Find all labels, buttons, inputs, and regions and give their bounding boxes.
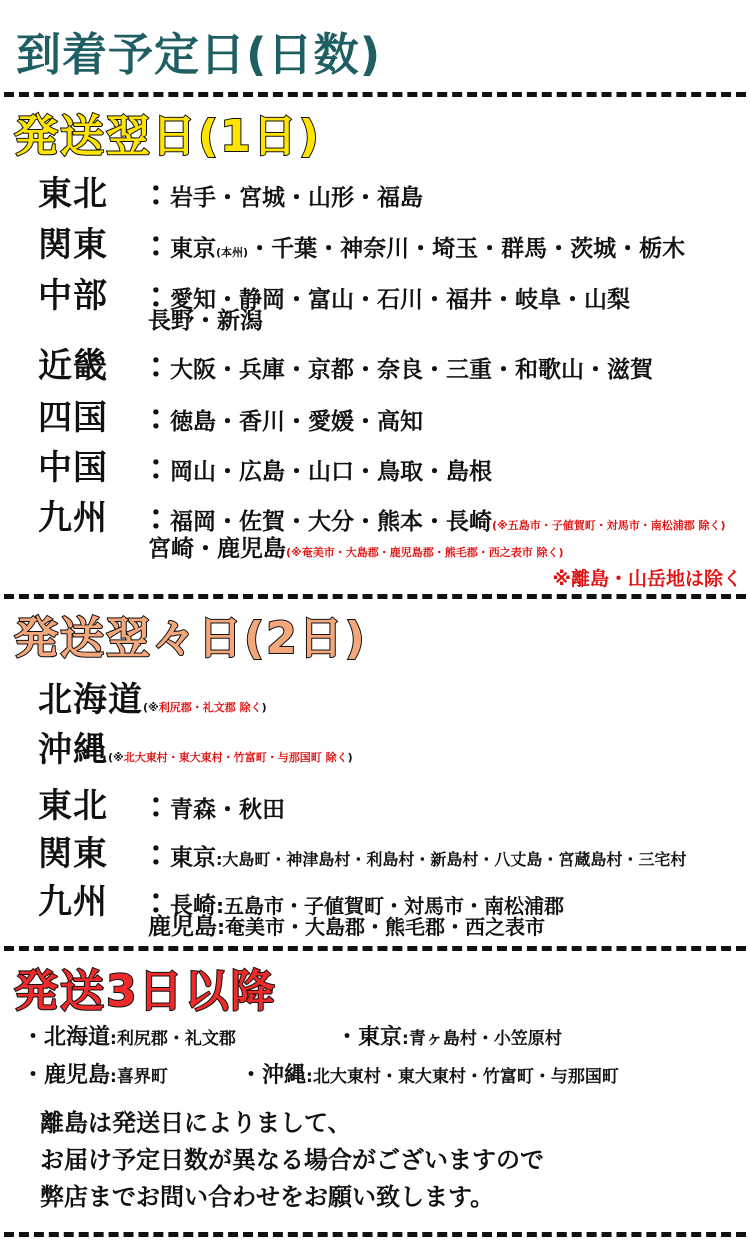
municipality-list: :大島町・神津島村・利島村・新島村・八丈島・宮蔵島村・三宅村 bbox=[216, 850, 687, 869]
municipality-list: :五島市・子値賀町・対馬市・南松浦郡 bbox=[216, 894, 564, 918]
colon: ： bbox=[148, 174, 182, 214]
region-row-kinki bbox=[38, 338, 653, 387]
municipality-list: :喜界町 bbox=[110, 1067, 168, 1087]
colon: ： bbox=[148, 346, 182, 386]
region-label: 中部 bbox=[38, 276, 108, 316]
footer-line: 弊店までお問い合わせをお願い致します。 bbox=[40, 1183, 495, 1211]
prefecture-pre: 東京 bbox=[170, 236, 216, 262]
prefecture-list-line2: 宮崎・鹿児島 bbox=[148, 536, 286, 562]
remote-row-tokyo bbox=[336, 1020, 562, 1051]
note-close: ) bbox=[347, 751, 353, 764]
region-label: 近畿 bbox=[38, 346, 108, 386]
prefecture-paren: (本州) bbox=[216, 246, 249, 259]
hokkaido-row bbox=[38, 672, 267, 721]
prefecture-list: 大阪・兵庫・京都・奈良・三重・和歌山・滋賀 bbox=[170, 357, 653, 383]
footer-line: 離島は発送日によりまして、 bbox=[40, 1109, 352, 1137]
exclusion-note: 北大東村・東大東村・竹富町・与那国町 除く bbox=[123, 751, 348, 764]
note-open: (※ bbox=[108, 751, 124, 764]
note-open: (※ bbox=[143, 701, 159, 714]
prefecture-list: 徳島・香川・愛媛・高知 bbox=[170, 409, 423, 435]
prefecture-list-line2: 長野・新潟 bbox=[148, 308, 263, 334]
footer-note bbox=[40, 1105, 544, 1216]
region-label: ・沖縄 bbox=[240, 1063, 307, 1088]
region-label: 関東 bbox=[38, 834, 108, 874]
colon: ： bbox=[148, 786, 182, 826]
region-label: 北海道 bbox=[38, 680, 143, 720]
prefecture-list: 岩手・宮城・山形・福島 bbox=[170, 185, 423, 211]
divider bbox=[4, 1232, 746, 1237]
prefecture-list: 岡山・広島・山口・鳥取・島根 bbox=[170, 459, 492, 485]
region-row-tohoku bbox=[38, 166, 423, 215]
region-label: 東北 bbox=[38, 786, 108, 826]
prefecture-label: 鹿児島 bbox=[148, 914, 217, 940]
prefecture-list: 福岡・佐賀・大分・熊本・長崎 bbox=[170, 509, 492, 535]
municipality-list: :青ヶ島村・小笠原村 bbox=[402, 1029, 562, 1049]
divider bbox=[4, 946, 746, 951]
region-row-kyushu-line2 bbox=[148, 530, 564, 563]
region-row-kanto-2 bbox=[38, 826, 686, 875]
colon: ： bbox=[148, 498, 182, 538]
region-label: ・東京 bbox=[336, 1025, 403, 1050]
region-row-shikoku bbox=[38, 390, 423, 439]
region-label: ・北海道 bbox=[22, 1025, 111, 1050]
colon: ： bbox=[148, 398, 182, 438]
prefecture-list: ・千葉・神奈川・埼玉・群馬・茨城・栃木 bbox=[248, 236, 686, 262]
region-label: 関東 bbox=[38, 225, 108, 265]
note-close: ) bbox=[261, 701, 267, 714]
section-two-day-heading: 発送翌々日(2日) bbox=[14, 613, 367, 664]
region-label: 九州 bbox=[38, 498, 108, 538]
region-row-kanto bbox=[38, 217, 685, 266]
prefecture-list: 愛知・静岡・富山・石川・福井・岐阜・山梨 bbox=[170, 287, 630, 313]
exclusion-note: 利尻郡・礼文郡 除く bbox=[158, 701, 262, 714]
remote-row-hokkaido bbox=[22, 1020, 236, 1051]
prefecture-label: 長崎 bbox=[170, 893, 216, 919]
colon: ： bbox=[148, 882, 182, 922]
prefecture-label: 東京 bbox=[170, 845, 216, 871]
region-row-chugoku bbox=[38, 440, 492, 489]
region-label: 中国 bbox=[38, 448, 108, 488]
region-label: 四国 bbox=[38, 398, 108, 438]
prefecture-list: 青森・秋田 bbox=[170, 797, 285, 823]
region-row-tohoku-2 bbox=[38, 778, 285, 827]
divider bbox=[4, 92, 746, 97]
municipality-list: :奄美市・大島郡・熊毛郡・西之表市 bbox=[217, 915, 545, 939]
exclusion-note: (※奄美市・大島郡・鹿児島郡・熊毛郡・西之表市 除く) bbox=[286, 546, 564, 559]
okinawa-row bbox=[38, 722, 353, 771]
colon: ： bbox=[148, 276, 182, 316]
region-label: 東北 bbox=[38, 174, 108, 214]
municipality-list: :利尻郡・礼文郡 bbox=[110, 1029, 236, 1049]
region-label: 沖縄 bbox=[38, 730, 108, 770]
section-three-day-heading: 発送3日以降 bbox=[14, 966, 277, 1017]
region-row-kyushu-2-line2 bbox=[148, 908, 545, 941]
page-title: 到着予定日(日数) bbox=[16, 28, 382, 81]
divider bbox=[4, 594, 746, 599]
region-label: 九州 bbox=[38, 882, 108, 922]
colon: ： bbox=[148, 225, 182, 265]
colon: ： bbox=[148, 834, 182, 874]
municipality-list: :北大東村・東大東村・竹富町・与那国町 bbox=[306, 1067, 619, 1087]
region-label: ・鹿児島 bbox=[22, 1063, 111, 1088]
remote-row-okinawa bbox=[240, 1058, 619, 1089]
exclusion-note: (※五島市・子値賀町・対馬市・南松浦郡 除く) bbox=[492, 519, 726, 532]
footer-line: お届け予定日数が異なる場合がございますので bbox=[40, 1146, 544, 1174]
remote-exclusion-note: ※離島・山岳地は除く bbox=[552, 568, 742, 590]
remote-row-kagoshima bbox=[22, 1058, 168, 1089]
section-next-day-heading: 発送翌日(1日) bbox=[14, 111, 321, 162]
region-row-chubu bbox=[38, 268, 630, 317]
colon: ： bbox=[148, 448, 182, 488]
